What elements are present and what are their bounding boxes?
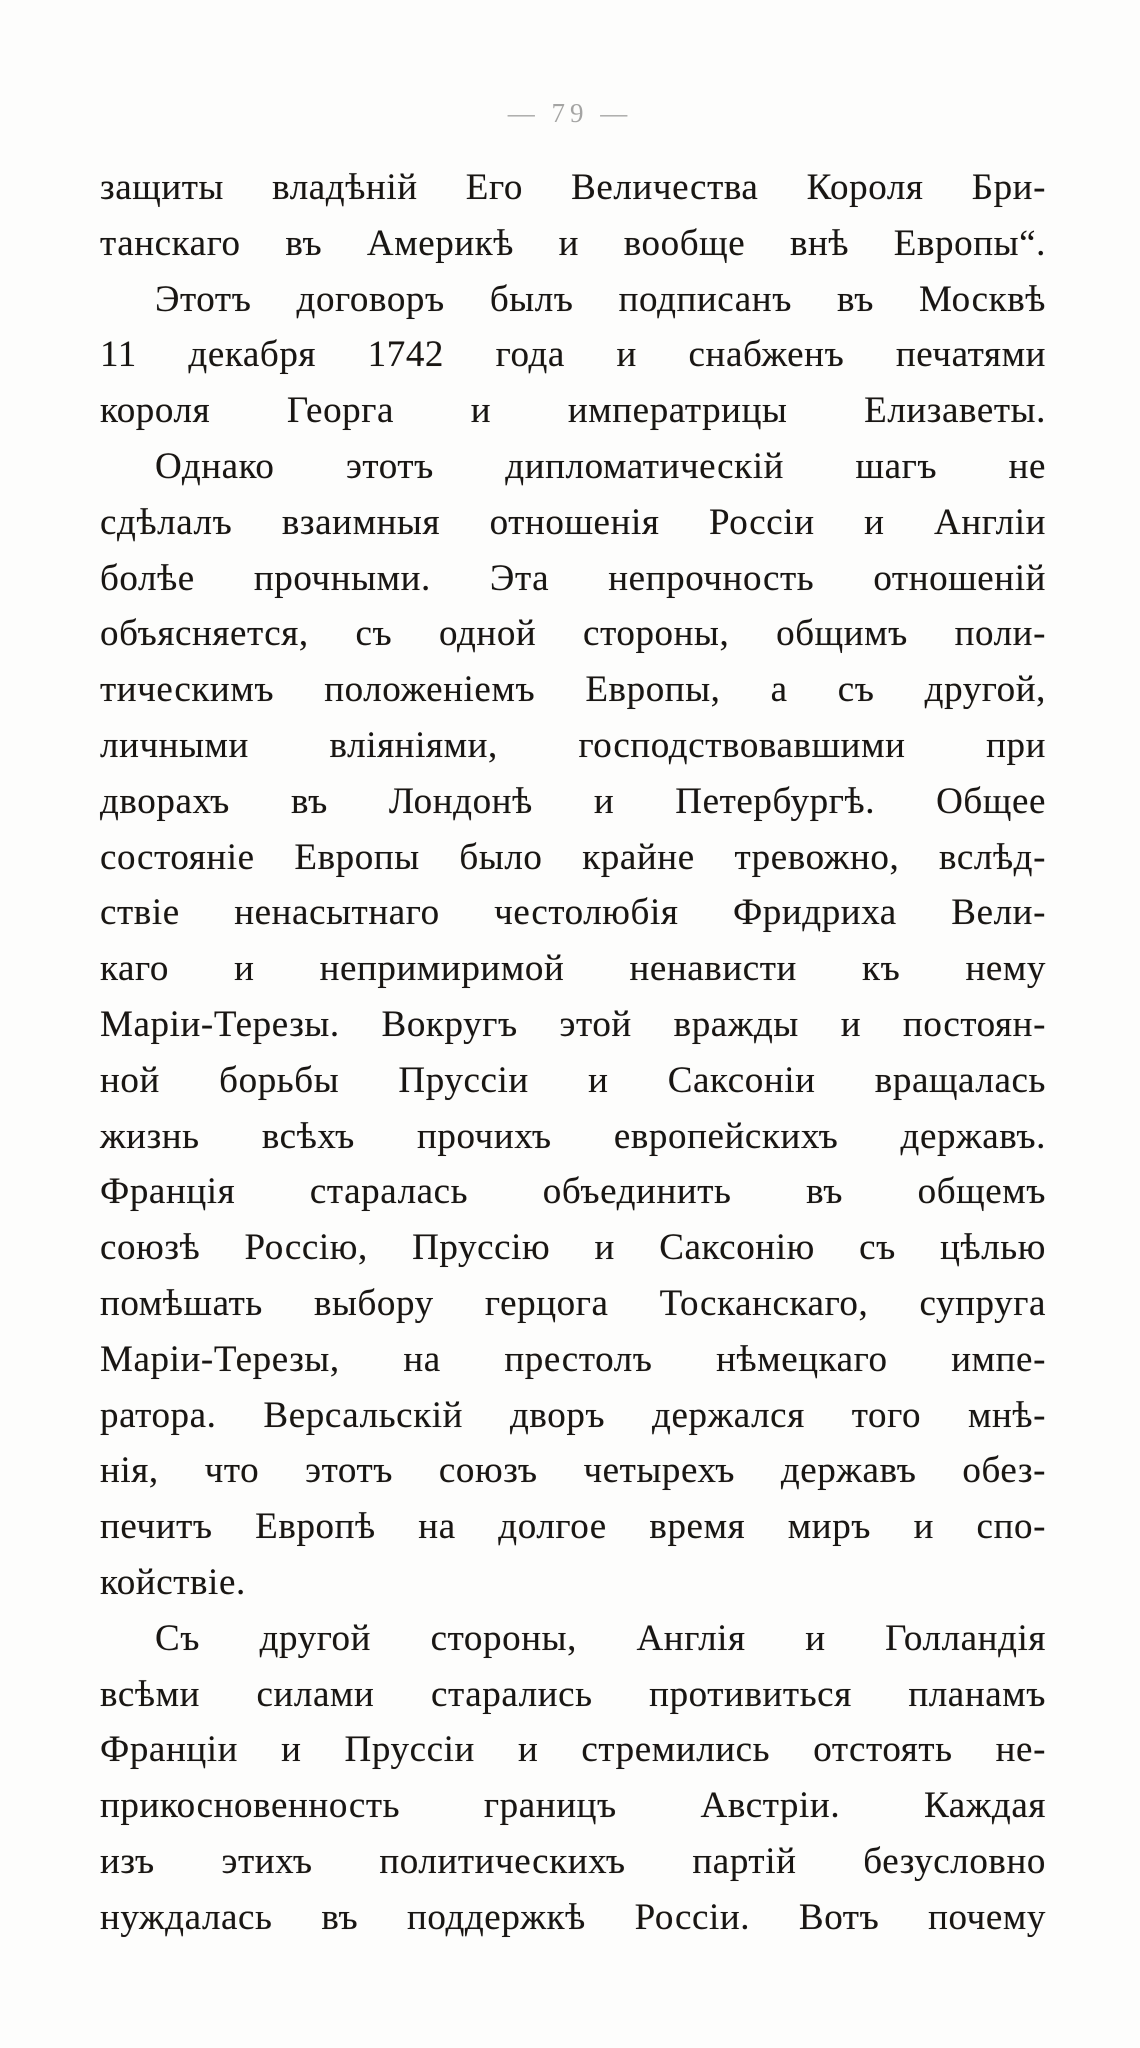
text-line: прикосновенность границъ Австріи. Каждая [100,1785,1046,1827]
text-line: печитъ Европѣ на долгое время миръ и спо- [100,1506,1046,1548]
text-line: Этотъ договоръ былъ подписанъ въ Москвѣ [155,278,1046,320]
text-line: нуждалась въ поддержкѣ Россіи. Вотъ почему [100,1896,1046,1938]
text-line: изъ этихъ политическихъ партій безусловно [100,1840,1046,1882]
page-number: — 79 — [507,98,633,128]
text-line: каго и непримиримой ненависти къ нему [100,948,1046,990]
text-line: ной борьбы Пруссіи и Саксоніи вращалась [100,1059,1046,1101]
text-line: Маріи-Терезы. Вокругъ этой вражды и постоян- [100,1003,1046,1045]
text-line: союзѣ Россію, Пруссію и Саксонію съ цѣлью [100,1227,1046,1269]
page-text [100,160,1046,1946]
text-line: 11 декабря 1742 года и снабженъ печатями [100,334,1046,376]
text-line: личными вліяніями, господствовавшими при [100,724,1046,766]
text-line: танскаго въ Америкѣ и вообще внѣ Европы“. [100,222,1046,264]
text-line: болѣе прочными. Эта непрочность отношеній [100,557,1046,599]
text-line: нія, что этотъ союзъ четырехъ державъ обез- [100,1450,1046,1492]
text-line: защиты владѣній Его Величества Короля Бри- [100,167,1046,208]
text-line: объясняется, съ одной стороны, общимъ поли- [100,613,1046,655]
text-line: ствіе ненасытнаго честолюбія Фридриха Вели- [100,892,1046,934]
text-line: состояніе Европы было крайне тревожно, вслѣд- [100,836,1046,878]
text-line: всѣми силами старались противиться планамъ [100,1673,1046,1715]
text-line: Однако этотъ дипломатическій шагъ не [155,445,1046,487]
text-line: Маріи-Терезы, на престолъ нѣмецкаго импе- [100,1338,1046,1380]
text-line: жизнь всѣхъ прочихъ европейскихъ державъ. [100,1115,1046,1157]
text-line: ратора. Версальскій дворъ держался того мнѣ- [100,1394,1046,1436]
text-line: тическимъ положеніемъ Европы, а съ другой, [100,669,1046,711]
text-line: Франція старалась объединить въ общемъ [100,1171,1046,1213]
text-line: дворахъ въ Лондонѣ и Петербургѣ. Общее [100,780,1046,822]
text-line: помѣшать выбору герцога Тосканскаго, супруга [100,1282,1046,1324]
text-line: койствіе. [100,1561,246,1603]
text-line: сдѣлалъ взаимныя отношенія Россіи и Англіи [100,501,1046,543]
text-line: короля Георга и императрицы Елизаветы. [100,390,1046,432]
text-line: Съ другой стороны, Англія и Голландія [155,1617,1046,1659]
text-line: Франціи и Пруссіи и стремились отстоять не- [100,1729,1046,1771]
